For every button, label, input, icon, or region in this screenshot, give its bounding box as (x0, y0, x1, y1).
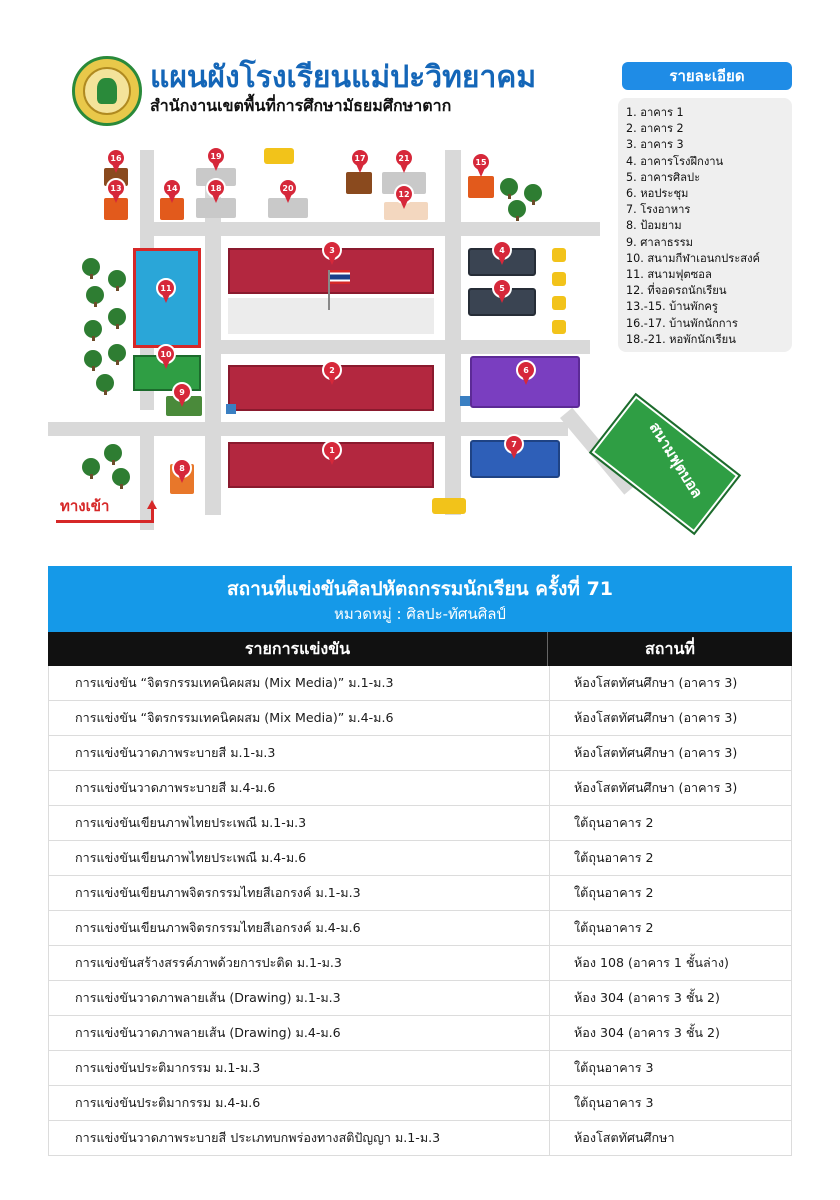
table-title: สถานที่แข่งขันศิลปหัตถกรรมนักเรียน ครั้งที่ 71 (226, 578, 614, 600)
sign-marker (432, 498, 466, 514)
legend-item: 11. สนามฟุตซอล (626, 268, 712, 282)
table-row (48, 946, 792, 981)
column-header-event: รายการแข่งขัน (48, 632, 548, 666)
legend-item: 7. โรงอาหาร (626, 203, 691, 217)
tree-icon (508, 200, 526, 218)
venue-cell: ห้องโสตทัศนศึกษา (อาคาร 3) (549, 736, 793, 770)
legend-item: 6. หอประชุม (626, 187, 689, 201)
legend-item: 1. อาคาร 1 (626, 106, 684, 119)
venue-cell: ห้อง 108 (อาคาร 1 ชั้นล่าง) (549, 946, 793, 980)
map-pin-5: 5 (492, 278, 512, 304)
map-pin-9: 9 (172, 382, 192, 408)
map-pin-3: 3 (322, 240, 342, 266)
table-title-bar (48, 566, 792, 632)
table-row (48, 1121, 792, 1156)
venue-cell: ใต้ถุนอาคาร 2 (549, 841, 793, 875)
event-cell: การแข่งขันวาดภาพระบายสี ม.4-ม.6 (75, 780, 276, 795)
tree-icon (84, 320, 102, 338)
legend-item: 13.-15. บ้านพักครู (626, 300, 718, 314)
table-row (48, 1086, 792, 1121)
legend-item: 10. สนามกีฬาเอนกประสงค์ (626, 251, 761, 265)
map-pin-2: 2 (322, 360, 342, 386)
entrance-label: ทางเข้า (60, 497, 110, 515)
entrance-arrow-line (56, 520, 154, 523)
event-cell: การแข่งขันวาดภาพลายเส้น (Drawing) ม.1-ม.3 (75, 990, 341, 1005)
tree-icon (108, 344, 126, 362)
map-pin-1: 1 (322, 440, 342, 466)
table-row (48, 981, 792, 1016)
venue-cell: ห้อง 304 (อาคาร 3 ชั้น 2) (549, 1016, 793, 1050)
event-cell: การแข่งขัน “จิตรกรรมเทคนิคผสม (Mix Media)” ม.4-ม.6 (75, 710, 394, 725)
map-pin-14: 14 (162, 178, 182, 204)
event-cell: การแข่งขันเขียนภาพไทยประเพณี ม.1-ม.3 (75, 815, 307, 830)
campus-map (0, 0, 840, 560)
legend-item: 12. ที่จอดรถนักเรียน (626, 284, 727, 298)
page-subtitle: สำนักงานเขตพื้นที่การศึกษามัธยมศึกษาตาก (150, 96, 452, 115)
road (445, 150, 461, 515)
tree-icon (104, 444, 122, 462)
venue-cell: ห้อง 304 (อาคาร 3 ชั้น 2) (549, 981, 793, 1015)
event-cell: การแข่งขันเขียนภาพจิตรกรรมไทยสีเอกรงค์ ม.1-ม.3 (75, 885, 361, 900)
tree-icon (84, 350, 102, 368)
table-row (48, 1016, 792, 1051)
table-row (48, 771, 792, 806)
tree-icon (82, 458, 100, 476)
event-cell: การแข่งขันประติมากรรม ม.4-ม.6 (75, 1095, 261, 1110)
venue-cell: ใต้ถุนอาคาร 2 (549, 806, 793, 840)
mailbox-icon (460, 396, 470, 406)
column-header-venue: สถานที่ (645, 638, 695, 658)
legend-item: 18.-21. หอพักนักเรียน (626, 332, 736, 346)
venue-cell: ห้องโสตทัศนศึกษา (อาคาร 3) (549, 701, 793, 735)
house-17 (346, 172, 372, 194)
mailbox-icon (226, 404, 236, 414)
table-subtitle: หมวดหมู่ : ศิลปะ-ทัศนศิลป์ (334, 605, 506, 623)
legend-item: 8. ป้อมยาม (626, 219, 682, 233)
map-pin-21: 21 (394, 148, 414, 174)
sign-marker (264, 148, 294, 164)
house-15 (468, 176, 494, 198)
table-row (48, 911, 792, 946)
map-pin-8: 8 (172, 458, 192, 484)
event-cell: การแข่งขัน “จิตรกรรมเทคนิคผสม (Mix Media)” ม.1-ม.3 (75, 675, 394, 690)
venue-cell: ใต้ถุนอาคาร 2 (549, 911, 793, 945)
event-cell: การแข่งขันเขียนภาพไทยประเพณี ม.4-ม.6 (75, 850, 307, 865)
event-cell: การแข่งขันวาดภาพระบายสี ม.1-ม.3 (75, 745, 276, 760)
map-pin-4: 4 (492, 240, 512, 266)
tree-icon (524, 184, 542, 202)
venue-cell: ใต้ถุนอาคาร 2 (549, 876, 793, 910)
table-row (48, 666, 792, 701)
sign-marker (552, 248, 566, 262)
map-pin-11: 11 (156, 278, 176, 304)
table-row (48, 701, 792, 736)
road (228, 298, 434, 334)
football-field-label: สนามฟุตบอล (645, 418, 707, 502)
venue-cell: ใต้ถุนอาคาร 3 (549, 1086, 793, 1120)
legend-item: 2. อาคาร 2 (626, 122, 684, 136)
event-cell: การแข่งขันวาดภาพระบายสี ประเภทบกพร่องทางสติปัญญา ม.1-ม.3 (75, 1130, 441, 1145)
legend-item: 9. ศาลาธรรม (626, 235, 693, 249)
table-header (48, 632, 792, 666)
tree-icon (82, 258, 100, 276)
map-pin-6: 6 (516, 360, 536, 386)
venue-cell: ห้องโสตทัศนศึกษา (อาคาร 3) (549, 666, 793, 700)
map-pin-7: 7 (504, 434, 524, 460)
road (210, 340, 590, 354)
map-pin-10: 10 (156, 344, 176, 370)
map-pin-19: 19 (206, 146, 226, 172)
legend-item: 4. อาคารโรงฝึกงาน (626, 154, 724, 168)
legend-item: 3. อาคาร 3 (626, 138, 684, 152)
table-row (48, 876, 792, 911)
venue-cell: ห้องโสตทัศนศึกษา (549, 1121, 793, 1155)
entrance-arrow-icon (147, 500, 157, 509)
sign-marker (552, 320, 566, 334)
page-title: แผนผังโรงเรียนแม่ปะวิทยาคม (150, 60, 537, 95)
legend-header: รายละเอียด (622, 62, 792, 90)
map-pin-15: 15 (471, 152, 491, 178)
event-cell: การแข่งขันประติมากรรม ม.1-ม.3 (75, 1060, 261, 1075)
road (48, 422, 568, 436)
venue-cell: ห้องโสตทัศนศึกษา (อาคาร 3) (549, 771, 793, 805)
tree-icon (500, 178, 518, 196)
table-body (48, 666, 792, 1156)
thai-flag-icon (330, 270, 350, 284)
tree-icon (86, 286, 104, 304)
sign-marker (552, 296, 566, 310)
event-cell: การแข่งขันสร้างสรรค์ภาพด้วยการปะติด ม.1-ม.3 (75, 955, 342, 970)
map-pin-13: 13 (106, 178, 126, 204)
map-pin-20: 20 (278, 178, 298, 204)
road (140, 222, 600, 236)
tree-icon (108, 308, 126, 326)
event-cell: การแข่งขันเขียนภาพจิตรกรรมไทยสีเอกรงค์ ม.4-ม.6 (75, 920, 361, 935)
map-pin-12: 12 (394, 184, 414, 210)
legend-item: 5. อาคารศิลปะ (626, 170, 701, 184)
map-pin-16: 16 (106, 148, 126, 174)
tree-icon (112, 468, 130, 486)
legend-item: 16.-17. บ้านพักนักการ (626, 316, 738, 330)
table-row (48, 1051, 792, 1086)
map-pin-17: 17 (350, 148, 370, 174)
table-row (48, 806, 792, 841)
sign-marker (552, 272, 566, 286)
table-row (48, 841, 792, 876)
venue-cell: ใต้ถุนอาคาร 3 (549, 1051, 793, 1085)
tree-icon (108, 270, 126, 288)
event-cell: การแข่งขันวาดภาพลายเส้น (Drawing) ม.4-ม.6 (75, 1025, 341, 1040)
entrance-arrow-line (151, 508, 154, 523)
map-pin-18: 18 (206, 178, 226, 204)
tree-icon (96, 374, 114, 392)
table-row (48, 736, 792, 771)
